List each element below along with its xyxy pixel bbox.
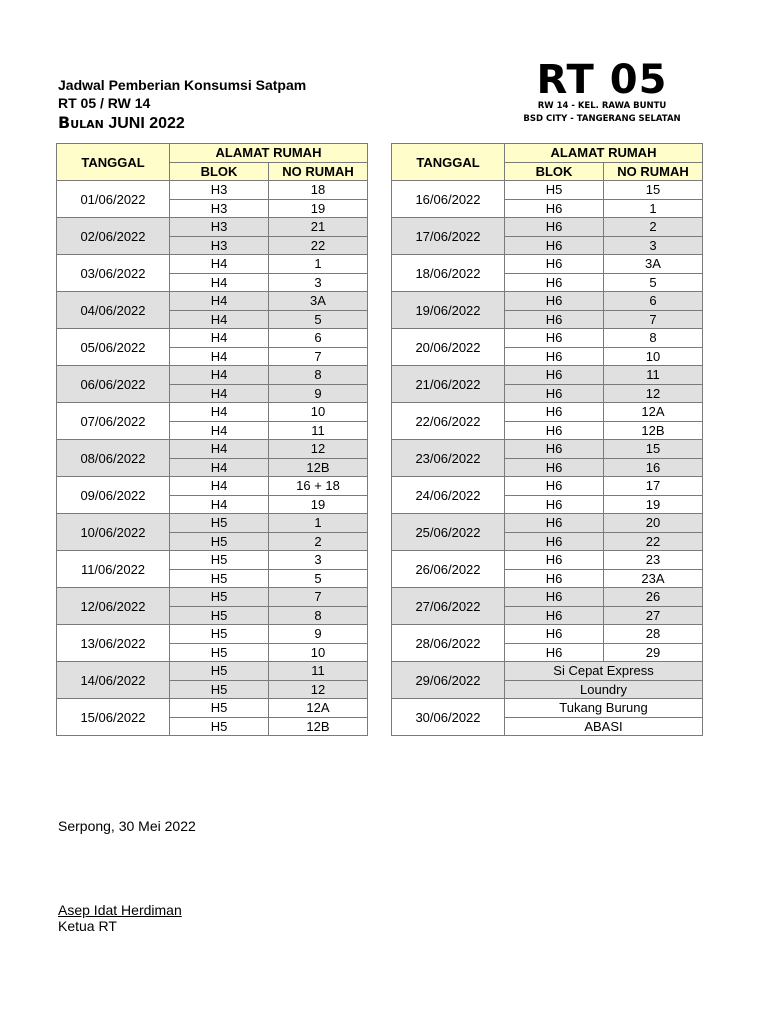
place-and-date: Serpong, 30 Mei 2022 <box>58 818 196 834</box>
no-rumah-cell: 22 <box>269 236 368 255</box>
no-rumah-cell: 19 <box>269 495 368 514</box>
header-no-rumah: NO RUMAH <box>269 162 368 181</box>
table-row <box>57 440 368 459</box>
date-cell: 21/06/2022 <box>392 366 505 403</box>
blok-cell: H6 <box>505 625 604 644</box>
no-rumah-cell: 1 <box>604 199 703 218</box>
no-rumah-cell: 10 <box>604 347 703 366</box>
blok-cell: H5 <box>170 643 269 662</box>
header-alamat-rumah: ALAMAT RUMAH <box>170 144 368 163</box>
date-cell: 17/06/2022 <box>392 218 505 255</box>
no-rumah-cell: 3 <box>269 551 368 570</box>
header-tanggal: TANGGAL <box>57 144 170 181</box>
blok-cell: H6 <box>505 532 604 551</box>
blok-cell: H4 <box>170 495 269 514</box>
no-rumah-cell: 5 <box>604 273 703 292</box>
blok-cell: H6 <box>505 273 604 292</box>
logo-rw-line: RW 14 - KEL. RAWA BUNTU <box>537 101 667 111</box>
no-rumah-cell: 23 <box>604 551 703 570</box>
table-row <box>57 699 368 718</box>
address-cell: Loundry <box>505 680 703 699</box>
schedule-table-left <box>56 143 368 736</box>
blok-cell: H6 <box>505 458 604 477</box>
no-rumah-cell: 8 <box>269 366 368 385</box>
blok-cell: H4 <box>170 440 269 459</box>
date-cell: 23/06/2022 <box>392 440 505 477</box>
blok-cell: H4 <box>170 458 269 477</box>
date-cell: 30/06/2022 <box>392 699 505 736</box>
no-rumah-cell: 8 <box>269 606 368 625</box>
blok-cell: H3 <box>170 218 269 237</box>
blok-cell: H3 <box>170 181 269 200</box>
no-rumah-cell: 12 <box>269 680 368 699</box>
blok-cell: H6 <box>505 514 604 533</box>
blok-cell: H6 <box>505 384 604 403</box>
no-rumah-cell: 20 <box>604 514 703 533</box>
blok-cell: H4 <box>170 477 269 496</box>
date-cell: 08/06/2022 <box>57 440 170 477</box>
no-rumah-cell: 7 <box>269 588 368 607</box>
no-rumah-cell: 7 <box>269 347 368 366</box>
blok-cell: H4 <box>170 292 269 311</box>
blok-cell: H4 <box>170 366 269 385</box>
blok-cell: H6 <box>505 421 604 440</box>
no-rumah-cell: 9 <box>269 384 368 403</box>
blok-cell: H5 <box>170 625 269 644</box>
blok-cell: H5 <box>170 606 269 625</box>
table-row <box>57 255 368 274</box>
header-alamat-rumah: ALAMAT RUMAH <box>505 144 703 163</box>
no-rumah-cell: 11 <box>269 662 368 681</box>
blok-cell: H6 <box>505 569 604 588</box>
date-cell: 03/06/2022 <box>57 255 170 292</box>
date-cell: 01/06/2022 <box>57 181 170 218</box>
table-row <box>392 625 703 644</box>
blok-cell: H4 <box>170 329 269 348</box>
no-rumah-cell: 12B <box>269 717 368 736</box>
blok-cell: H6 <box>505 255 604 274</box>
no-rumah-cell: 19 <box>604 495 703 514</box>
signer-name: Asep Idat Herdiman <box>58 902 182 918</box>
logo-city-line: BSD CITY - TANGERANG SELATAN <box>523 114 681 124</box>
blok-cell: H6 <box>505 199 604 218</box>
no-rumah-cell: 9 <box>269 625 368 644</box>
date-cell: 05/06/2022 <box>57 329 170 366</box>
date-cell: 09/06/2022 <box>57 477 170 514</box>
header-tanggal: TANGGAL <box>392 144 505 181</box>
no-rumah-cell: 28 <box>604 625 703 644</box>
table-row <box>392 514 703 533</box>
document-title-block <box>58 76 306 135</box>
table-row <box>392 477 703 496</box>
date-cell: 11/06/2022 <box>57 551 170 588</box>
table-row <box>57 662 368 681</box>
blok-cell: H4 <box>170 273 269 292</box>
date-cell: 22/06/2022 <box>392 403 505 440</box>
date-cell: 19/06/2022 <box>392 292 505 329</box>
table-row <box>57 329 368 348</box>
date-cell: 07/06/2022 <box>57 403 170 440</box>
blok-cell: H5 <box>170 514 269 533</box>
no-rumah-cell: 16 + 18 <box>269 477 368 496</box>
blok-cell: H6 <box>505 606 604 625</box>
document-title: Jadwal Pemberian Konsumsi Satpam <box>58 77 307 93</box>
blok-cell: H5 <box>170 680 269 699</box>
no-rumah-cell: 2 <box>604 218 703 237</box>
no-rumah-cell: 3A <box>604 255 703 274</box>
table-row <box>57 551 368 570</box>
no-rumah-cell: 6 <box>604 292 703 311</box>
no-rumah-cell: 7 <box>604 310 703 329</box>
no-rumah-cell: 23A <box>604 569 703 588</box>
no-rumah-cell: 12A <box>604 403 703 422</box>
logo-rt-text: RT 05 <box>536 57 668 103</box>
no-rumah-cell: 11 <box>269 421 368 440</box>
table-row <box>392 292 703 311</box>
no-rumah-cell: 2 <box>269 532 368 551</box>
no-rumah-cell: 12A <box>269 699 368 718</box>
table-row <box>392 403 703 422</box>
blok-cell: H5 <box>170 662 269 681</box>
no-rumah-cell: 26 <box>604 588 703 607</box>
no-rumah-cell: 15 <box>604 440 703 459</box>
table-row <box>57 218 368 237</box>
blok-cell: H6 <box>505 495 604 514</box>
no-rumah-cell: 3 <box>604 236 703 255</box>
blok-cell: H5 <box>170 588 269 607</box>
blok-cell: H6 <box>505 477 604 496</box>
no-rumah-cell: 16 <box>604 458 703 477</box>
header-blok: BLOK <box>170 162 269 181</box>
blok-cell: H5 <box>170 699 269 718</box>
table-row <box>392 588 703 607</box>
blok-cell: H4 <box>170 403 269 422</box>
date-cell: 26/06/2022 <box>392 551 505 588</box>
date-cell: 04/06/2022 <box>57 292 170 329</box>
no-rumah-cell: 18 <box>269 181 368 200</box>
blok-cell: H6 <box>505 310 604 329</box>
rt-logo <box>498 57 706 126</box>
table-row <box>392 440 703 459</box>
blok-cell: H6 <box>505 329 604 348</box>
table-row <box>392 551 703 570</box>
table-row <box>57 514 368 533</box>
date-cell: 18/06/2022 <box>392 255 505 292</box>
no-rumah-cell: 3A <box>269 292 368 311</box>
table-row <box>57 588 368 607</box>
table-row <box>57 625 368 644</box>
date-cell: 12/06/2022 <box>57 588 170 625</box>
blok-cell: H5 <box>505 181 604 200</box>
blok-cell: H3 <box>170 236 269 255</box>
blok-cell: H5 <box>170 717 269 736</box>
date-cell: 24/06/2022 <box>392 477 505 514</box>
blok-cell: H4 <box>170 310 269 329</box>
no-rumah-cell: 12B <box>604 421 703 440</box>
blok-cell: H5 <box>170 569 269 588</box>
date-cell: 16/06/2022 <box>392 181 505 218</box>
schedule-table-right <box>391 143 703 736</box>
date-cell: 20/06/2022 <box>392 329 505 366</box>
date-cell: 06/06/2022 <box>57 366 170 403</box>
blok-cell: H6 <box>505 292 604 311</box>
document-subtitle: RT 05 / RW 14 <box>58 95 151 111</box>
no-rumah-cell: 11 <box>604 366 703 385</box>
no-rumah-cell: 19 <box>269 199 368 218</box>
no-rumah-cell: 1 <box>269 514 368 533</box>
address-cell: Si Cepat Express <box>505 662 703 681</box>
date-cell: 13/06/2022 <box>57 625 170 662</box>
no-rumah-cell: 27 <box>604 606 703 625</box>
table-row <box>392 662 703 681</box>
no-rumah-cell: 12B <box>269 458 368 477</box>
signer-role: Ketua RT <box>58 918 117 934</box>
blok-cell: H4 <box>170 421 269 440</box>
no-rumah-cell: 5 <box>269 310 368 329</box>
header-blok: BLOK <box>505 162 604 181</box>
no-rumah-cell: 10 <box>269 643 368 662</box>
no-rumah-cell: 21 <box>269 218 368 237</box>
table-row <box>57 366 368 385</box>
blok-cell: H5 <box>170 532 269 551</box>
date-cell: 25/06/2022 <box>392 514 505 551</box>
date-cell: 29/06/2022 <box>392 662 505 699</box>
no-rumah-cell: 1 <box>269 255 368 274</box>
table-row <box>57 292 368 311</box>
blok-cell: H6 <box>505 366 604 385</box>
month-label: Bulan <box>58 113 104 132</box>
date-cell: 28/06/2022 <box>392 625 505 662</box>
no-rumah-cell: 12 <box>269 440 368 459</box>
no-rumah-cell: 10 <box>269 403 368 422</box>
date-cell: 27/06/2022 <box>392 588 505 625</box>
month-value: JUNI 2022 <box>108 115 185 132</box>
table-row <box>392 181 703 200</box>
blok-cell: H6 <box>505 403 604 422</box>
blok-cell: H6 <box>505 440 604 459</box>
table-row <box>392 255 703 274</box>
blok-cell: H6 <box>505 236 604 255</box>
no-rumah-cell: 17 <box>604 477 703 496</box>
blok-cell: H4 <box>170 347 269 366</box>
no-rumah-cell: 22 <box>604 532 703 551</box>
no-rumah-cell: 12 <box>604 384 703 403</box>
no-rumah-cell: 3 <box>269 273 368 292</box>
date-cell: 15/06/2022 <box>57 699 170 736</box>
blok-cell: H4 <box>170 384 269 403</box>
no-rumah-cell: 15 <box>604 181 703 200</box>
blok-cell: H6 <box>505 347 604 366</box>
address-cell: Tukang Burung <box>505 699 703 718</box>
blok-cell: H6 <box>505 643 604 662</box>
table-row <box>392 329 703 348</box>
no-rumah-cell: 6 <box>269 329 368 348</box>
date-cell: 14/06/2022 <box>57 662 170 699</box>
table-row <box>392 218 703 237</box>
blok-cell: H6 <box>505 218 604 237</box>
address-cell: ABASI <box>505 717 703 736</box>
blok-cell: H6 <box>505 588 604 607</box>
blok-cell: H3 <box>170 199 269 218</box>
table-row <box>57 181 368 200</box>
table-row <box>57 403 368 422</box>
header-no-rumah: NO RUMAH <box>604 162 703 181</box>
no-rumah-cell: 29 <box>604 643 703 662</box>
date-cell: 02/06/2022 <box>57 218 170 255</box>
month-line <box>58 112 306 135</box>
table-row <box>392 699 703 718</box>
no-rumah-cell: 5 <box>269 569 368 588</box>
date-cell: 10/06/2022 <box>57 514 170 551</box>
blok-cell: H5 <box>170 551 269 570</box>
blok-cell: H4 <box>170 255 269 274</box>
blok-cell: H6 <box>505 551 604 570</box>
table-row <box>392 366 703 385</box>
table-row <box>57 477 368 496</box>
no-rumah-cell: 8 <box>604 329 703 348</box>
